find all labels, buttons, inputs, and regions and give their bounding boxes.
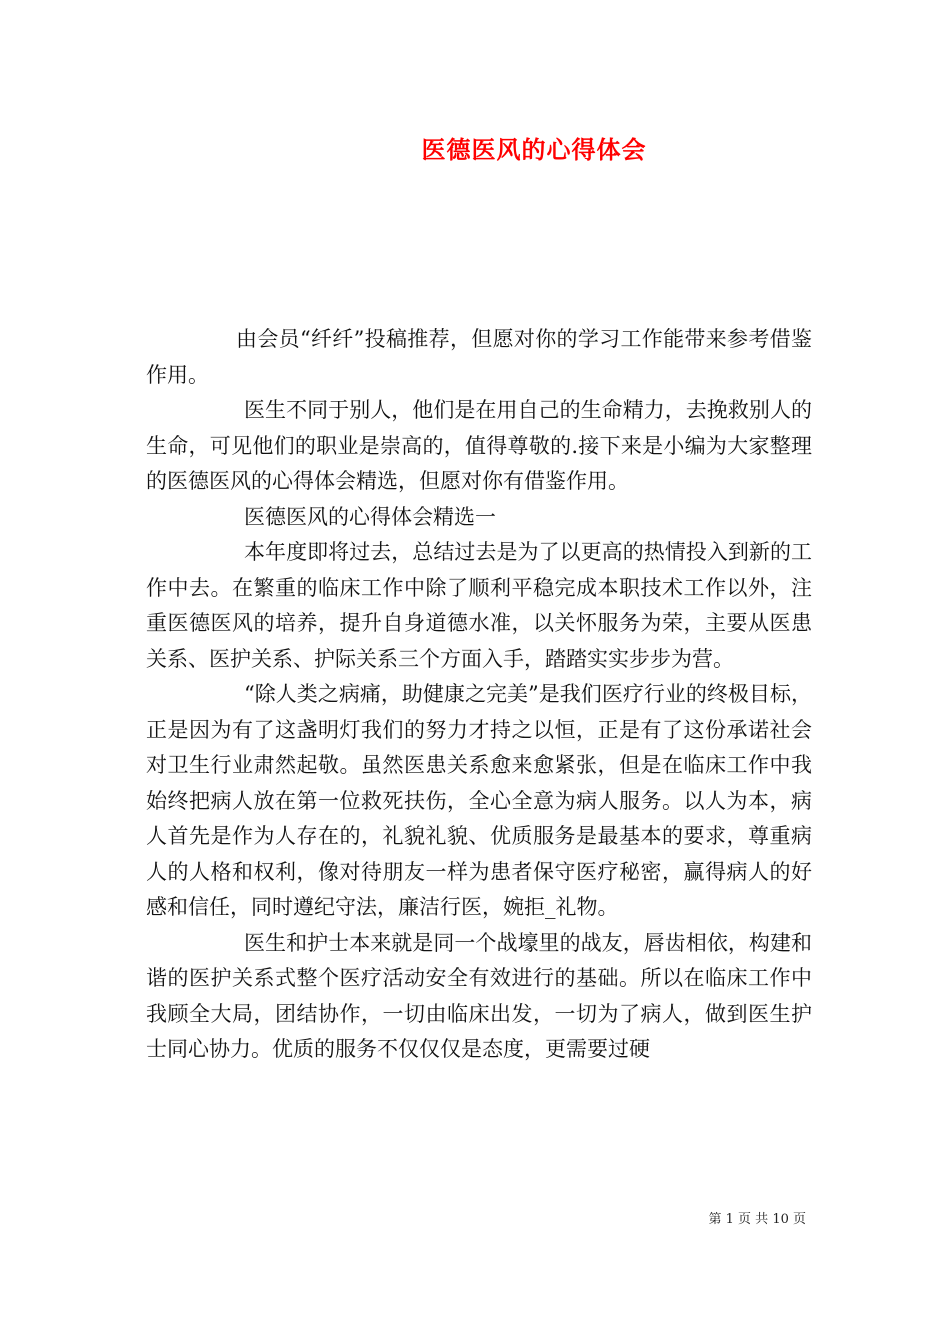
section-heading: 医德医风的心得体会精选一 [244,504,496,529]
paragraph: 本年度即将过去，总结过去是为了以更高的热情投入到新的工作中去。在繁重的临床工作中除了顺利平稳完成本职技术工作以外，注重医德医风的培养，提升自身道德水准，以关怀服务为荣，主要从医患关系、医护关系、护际关系三个方面入手，踏踏实实步步为营。 [146,540,812,671]
page-footer: 第 1 页 共 10 页 [708,1212,806,1227]
paragraph: “除人类之病痛，助健康之完美”是我们医疗行业的终极目标，正是因为有了这盏明灯我们的努力才持之以恒，正是有了这份承诺社会对卫生行业肃然起敬。虽然医患关系愈来愈紧张，但是在临床工作中我始终把病人放在第一位救死扶伤，全心全意为病人服务。以人为本，病人首先是作为人存在的，礼貌礼貌、优质服务是最基本的要求，尊重病人的人格和权利，像对待朋友一样为患者保守医疗秘密，赢得病人的好感和信任，同时遵纪守法，廉洁行医，婉拒_礼物。 [146,682,812,919]
paragraph-intro: 由会员“纤纤”投稿推荐，但愿对你的学习工作能带来参考借鉴作用。 [146,327,812,387]
document-title: 医德医风的心得体会 [421,135,647,164]
document-body [146,322,812,1068]
paragraph: 医生和护士本来就是同一个战壕里的战友，唇齿相依，构建和谐的医护关系式整个医疗活动安全有效进行的基础。所以在临床工作中我顾全大局，团结协作，一切由临床出发，一切为了病人，做到医生护士同心协力。优质的服务不仅仅仅是态度，更需要过硬 [146,930,812,1061]
paragraph-summary: 医生不同于别人，他们是在用自己的生命精力，去挽救别人的生命，可见他们的职业是崇高的，值得尊敬的.接下来是小编为大家整理的医德医风的心得体会精选，但愿对你有借鉴作用。 [146,398,812,493]
